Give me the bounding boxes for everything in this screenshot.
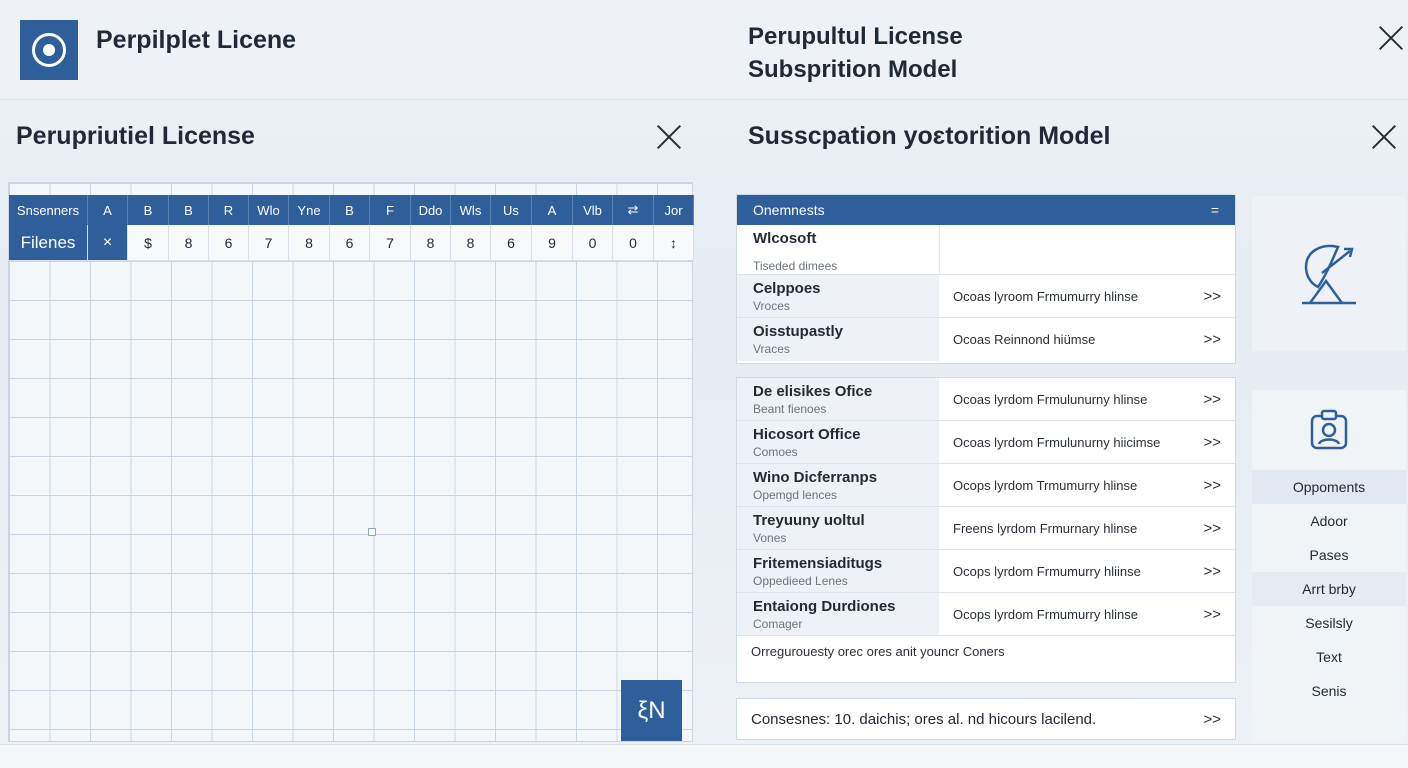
list-item[interactable] [737, 464, 1235, 507]
grid-cell[interactable]: × [88, 225, 128, 261]
grid-cell[interactable]: 6 [209, 225, 249, 261]
grid-header [9, 195, 694, 225]
list-item[interactable] [737, 318, 1235, 361]
list-item[interactable] [737, 593, 1235, 636]
side-menu-item[interactable]: Arrt brby [1252, 572, 1406, 606]
grid-cell[interactable]: $ [128, 225, 169, 261]
grid-col-header[interactable]: Snsenners [9, 195, 88, 225]
components-panel [736, 194, 1236, 364]
panel-footer-text: Orregurouesty orec ores anit youncr Coners [751, 644, 1005, 659]
grid-badge-button[interactable]: ξN [621, 680, 682, 741]
grid-cell[interactable]: 7 [370, 225, 411, 261]
side-menu-item[interactable]: Adoor [1310, 513, 1348, 529]
list-item-subtitle: Vroces [753, 299, 790, 313]
panel-menu-icon[interactable]: = [1210, 202, 1219, 218]
side-menu-item[interactable]: Text [1316, 649, 1342, 665]
right-pane-title: Susscpation yoɛtorition Model [748, 122, 1111, 150]
list-item-title: Oisstupastly [753, 323, 844, 340]
app-title: Perpilplet Licene [96, 26, 297, 54]
list-item-value [939, 225, 1235, 274]
list-item[interactable] [737, 421, 1235, 464]
window-title-line2: Subsprition Model [748, 56, 958, 83]
panel-header [737, 195, 1235, 225]
grid-col-header[interactable]: Wls [451, 195, 491, 225]
chevron-right-icon[interactable]: >> [1203, 433, 1221, 451]
list-item-title: De elisikes Ofice [753, 383, 873, 400]
list-item-title: Fritemensiaditugs [753, 555, 883, 572]
side-menu [1252, 390, 1406, 742]
licenses-panel [736, 377, 1236, 683]
top-bar [0, 0, 1408, 100]
list-item-value: Ocops lyrdom Frmumurry hliinse [953, 563, 1141, 579]
grid-cell[interactable]: 8 [169, 225, 209, 261]
list-item-title: Treyuuny uoltul [753, 512, 865, 529]
list-item-value: Freens lyrdom Frmurnary hlinse [953, 520, 1138, 536]
grid-cell[interactable]: 9 [532, 225, 573, 261]
grid-col-header[interactable]: B [330, 195, 370, 225]
right-pane-close-icon[interactable] [1370, 123, 1398, 151]
grid-cell[interactable]: Filenes [9, 225, 88, 261]
grid-cell-marker[interactable] [368, 528, 376, 536]
status-bar [0, 744, 1408, 768]
list-item-subtitle: Tiseded dimees [753, 259, 838, 273]
list-item-title: Celppoes [753, 280, 821, 297]
user-badge-icon [1309, 408, 1349, 452]
list-item-title: Wlcosoft [753, 230, 817, 247]
satellite-dish-icon [1292, 237, 1366, 311]
chevron-right-icon[interactable]: >> [1203, 710, 1221, 728]
list-item-subtitle: Comager [753, 617, 803, 631]
grid-col-header[interactable]: Us [491, 195, 532, 225]
list-item-title: Hicosort Office [753, 426, 861, 443]
list-item-subtitle: Vraces [753, 342, 790, 356]
grid-col-header[interactable]: F [370, 195, 411, 225]
grid-cell[interactable]: 7 [249, 225, 289, 261]
side-menu-item[interactable]: Oppoments [1252, 470, 1406, 504]
grid-cell[interactable]: 8 [411, 225, 451, 261]
window-title [748, 20, 963, 86]
grid-col-header[interactable]: B [128, 195, 169, 225]
grid-col-header[interactable]: ⇄ [613, 195, 654, 225]
grid-col-header[interactable]: A [532, 195, 573, 225]
list-item[interactable] [737, 275, 1235, 318]
grid-cell[interactable]: 6 [491, 225, 532, 261]
side-menu-item[interactable]: Senis [1311, 683, 1347, 699]
grid-cell[interactable]: 8 [451, 225, 491, 261]
grid-col-header[interactable]: Yne [289, 195, 330, 225]
grid-col-header[interactable]: Vlb [573, 195, 613, 225]
list-item[interactable] [737, 550, 1235, 593]
list-item-value: Ocoas lyroom Frmumurry hlinse [953, 288, 1138, 304]
list-item-value: Ocops lyrdom Trmumurry hlinse [953, 477, 1138, 493]
grid-col-header[interactable]: Jor [654, 195, 694, 225]
list-item-subtitle: Vones [753, 531, 787, 545]
list-item-subtitle: Comoes [753, 445, 798, 459]
grid-col-header[interactable]: A [88, 195, 128, 225]
list-item-title: Entaiong Durdiones [753, 598, 896, 615]
list-item-value: Ocoas lyrdom Frmulunurny hiicimse [953, 434, 1161, 450]
grid-cell[interactable]: 0 [573, 225, 613, 261]
grid-cell[interactable]: 6 [330, 225, 370, 261]
chevron-right-icon[interactable]: >> [1203, 605, 1221, 623]
app-logo-icon [20, 20, 78, 80]
grid-col-header[interactable]: R [209, 195, 249, 225]
panel-header-label: Onemnests [753, 202, 825, 218]
list-item-value: Ocoas Reinnond hiümse [953, 332, 1096, 347]
chevron-right-icon[interactable]: >> [1203, 287, 1221, 305]
grid-cell[interactable]: ↕ [654, 225, 694, 261]
list-item[interactable] [737, 378, 1235, 421]
chevron-right-icon[interactable]: >> [1203, 562, 1221, 580]
side-menu-item[interactable]: Pases [1309, 547, 1349, 563]
left-pane-title: Perupriutiel License [16, 122, 255, 150]
grid-col-header[interactable]: B [169, 195, 209, 225]
list-item-subtitle: Beant fienoes [753, 402, 827, 416]
chevron-right-icon[interactable]: >> [1203, 331, 1221, 348]
chevron-right-icon[interactable]: >> [1203, 390, 1221, 408]
list-item-subtitle: Oppedieed Lenes [753, 574, 848, 588]
grid-col-header[interactable]: Ddo [411, 195, 451, 225]
left-pane-close-icon[interactable] [655, 123, 683, 151]
list-item[interactable] [737, 225, 1235, 275]
list-item-title: Wino Dicferranps [753, 469, 878, 486]
list-item-subtitle: Opemgd lences [753, 488, 838, 502]
window-title-line1: Perupultul License [748, 23, 963, 50]
window-close-icon[interactable] [1377, 24, 1405, 52]
grid-cell[interactable]: 0 [613, 225, 654, 261]
chevron-right-icon[interactable]: >> [1203, 519, 1221, 537]
summary-text: Consesnes: 10. daichis; ores al. nd hicours lacilend. [751, 710, 1097, 728]
spreadsheet-grid[interactable] [8, 182, 693, 742]
grid-col-header[interactable]: Wlo [249, 195, 289, 225]
satellite-card[interactable] [1252, 196, 1406, 351]
summary-bar[interactable] [736, 698, 1236, 740]
grid-row [9, 225, 694, 261]
list-item[interactable] [737, 507, 1235, 550]
grid-cell[interactable]: 8 [289, 225, 330, 261]
side-menu-item[interactable]: Sesilsly [1305, 615, 1353, 631]
list-item-value: Ocops lyrdom Frmumurry hlinse [953, 606, 1138, 622]
chevron-right-icon[interactable]: >> [1203, 476, 1221, 494]
list-item-value: Ocoas lyrdom Frmulunurny hlinse [953, 391, 1148, 407]
